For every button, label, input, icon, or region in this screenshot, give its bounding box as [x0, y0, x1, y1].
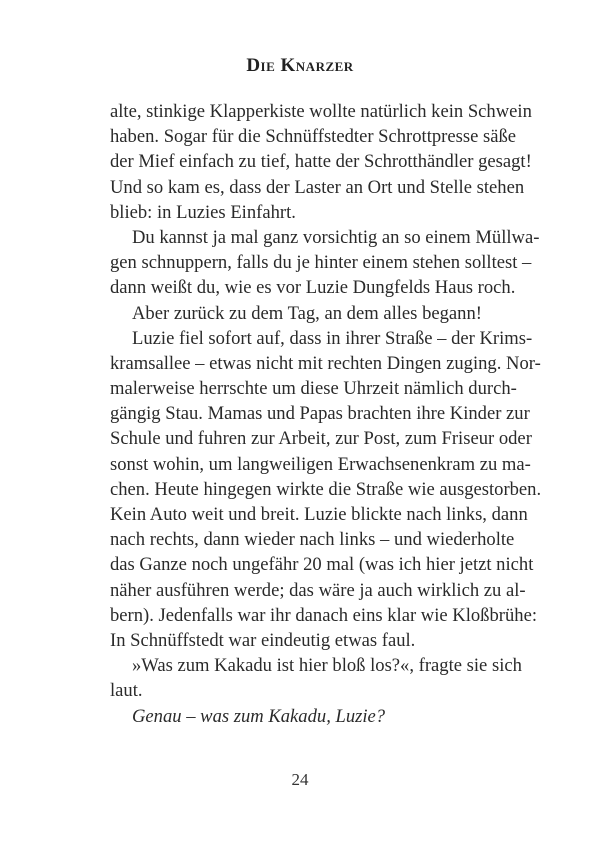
text-line: chen. Heute hingegen wirkte die Straße wie ausgestorben. — [110, 478, 542, 500]
text-line: Kein Auto weit und breit. Luzie blickte nach links, dann — [110, 504, 528, 525]
text-line: sonst wohin, um langweiligen Erwachsenenkram zu ma- — [110, 453, 531, 475]
text-line: Schule und fuhren zur Arbeit, zur Post, zum Friseur oder — [110, 428, 532, 450]
text-line: alte, stinkige Klapperkiste wollte natürlich kein Schwein — [110, 101, 532, 122]
text-line: der Mief einfach zu tief, hatte der Schrotthändler gesagt! — [110, 151, 532, 173]
text-line: Genau – was zum Kakadu, Luzie? — [132, 705, 386, 727]
page-body — [110, 99, 542, 729]
text-line: das Ganze noch ungefähr 20 mal (was ich hier jetzt nicht — [110, 554, 534, 576]
text-line: Du kannst ja mal ganz vorsichtig an so einem Müllwa- — [132, 226, 540, 248]
text-line: näher ausführen werde; das wäre ja auch wirklich zu al- — [110, 579, 526, 601]
text-line: nach rechts, dann wieder nach links – und wiederholte — [110, 529, 515, 551]
running-header: Die Knarzer — [246, 55, 354, 76]
text-line: kramsallee – etwas nicht mit rechten Dingen zuging. Nor- — [110, 352, 541, 374]
text-line: blieb: in Luzies Einfahrt. — [110, 201, 296, 223]
text-line: bern). Jedenfalls war ihr danach eins klar wie Kloßbrühe: — [110, 604, 537, 626]
text-line: laut. — [110, 680, 143, 702]
text-line: haben. Sogar für die Schnüffstedter Schrottpresse säße — [110, 126, 517, 148]
text-line: Aber zurück zu dem Tag, an dem alles begann! — [132, 302, 482, 324]
text-line: gängig Stau. Mamas und Papas brachten ihre Kinder zur — [110, 403, 530, 425]
text-line: Luzie fiel sofort auf, dass in ihrer Straße – der Krims- — [132, 327, 533, 349]
page-number: 24 — [291, 770, 309, 789]
text-line: gen schnuppern, falls du je hinter einem stehen solltest – — [110, 252, 532, 274]
text-line: dann weißt du, wie es vor Luzie Dungfelds Haus roch. — [110, 277, 516, 299]
text-line: Und so kam es, dass der Laster an Ort und Stelle stehen — [110, 176, 525, 198]
text-line: In Schnüffstedt war eindeutig etwas faul. — [110, 629, 416, 651]
text-line: »Was zum Kakadu ist hier bloß los?«, fragte sie sich — [132, 655, 522, 677]
text-line: malerweise herrschte um diese Uhrzeit nämlich durch- — [110, 378, 517, 400]
